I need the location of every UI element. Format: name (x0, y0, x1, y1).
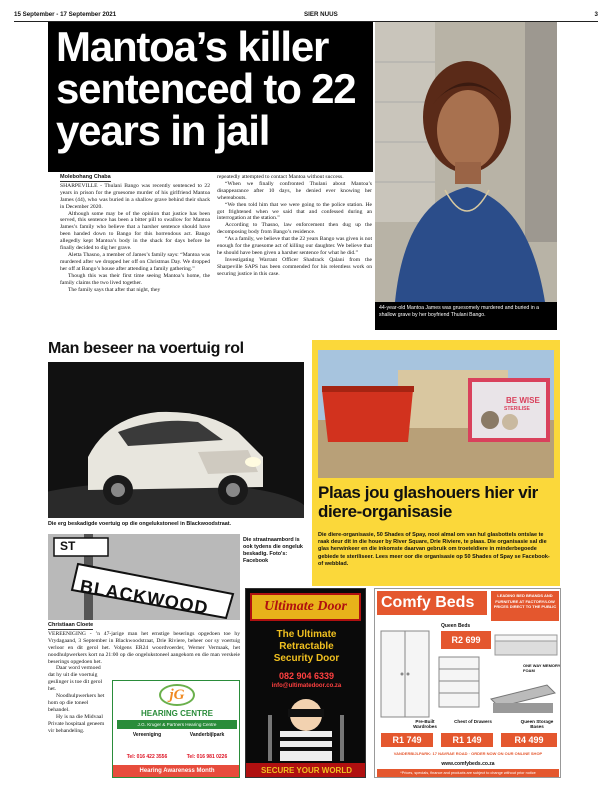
jg-location-2: Vanderbijlpark (189, 732, 225, 738)
comfy-beds-ad[interactable] (374, 588, 561, 778)
drawers-icon (437, 655, 481, 709)
paragraph: Noodhulpwerkers het hom op die toneel behandel. (48, 693, 105, 713)
paragraph: SHARPEVILLE - Thulani Bango was recently sentenced to 22 years in prison for the gruesome murder of his girlfriend Mantoa James (44), who was buried in a shallow grave behind their shack in December 2020. (60, 182, 210, 210)
cb-website[interactable]: www.comfybeds.co.za (441, 761, 495, 767)
paragraph: “As a family, we believe that the 22 years Bango was given is not enough for the gruesome act of killing our daughter. We believe that he should have been given a harsher sentence for what he did.” (217, 236, 372, 256)
portrait-photo (375, 22, 557, 302)
headline-mantoa: Mantoa’s killer sentenced to 22 years in jail (56, 23, 356, 154)
wardrobe-icon (379, 629, 431, 719)
jg-footer: Hearing Awareness Month (113, 765, 240, 777)
cb-price-1: R2 699 (441, 631, 491, 649)
ud-tag-1: The Ultimate (276, 629, 337, 640)
headline-voertuig: Man beseer na voertuig rol (48, 340, 244, 357)
byline: Christiaan Cloete (48, 622, 94, 628)
cb-fineprint: *Prices, specials, finance and products are subject to change without prior notice (377, 769, 559, 777)
story3-body: Die diere-organisasie, 50 Shades of Spay, nooi almal om van hul glasbottels ontslae te raak deur dit in die houer by River Square, Drie Riviere, te plaas. Die organisasie sal die glas herwinkeer en die inkomste daarvan gebruik om troeteldiere in minderbegoede gebiede te steriliseer. Lees meer oor die organisasie op 50 Shades of Spay se Facebook- of webblad. (318, 532, 550, 567)
ud-tag-2: Retractable (279, 641, 334, 652)
story1-column-1 (60, 174, 210, 293)
jg-subtitle: J.G. Kruger & Partners Hearing Centre (117, 720, 237, 729)
ud-brand: Ultimate Door (250, 593, 361, 621)
wrecked-car-illustration (48, 362, 304, 518)
mattress-icon (493, 627, 559, 663)
jg-name: HEARING CENTRE (140, 709, 213, 718)
cb-product-1: Queen Beds (441, 623, 471, 629)
paragraph: repeatedly attempted to contact Mantoa without success. (217, 174, 344, 180)
jg-tel-2: Tel: 016 981 0226 (186, 754, 228, 760)
cb-stores: VANDERBIJLPARK: 17 NAVRAE ROAD · ORDER NOW ON OUR ONLINE SHOP (393, 751, 543, 756)
paragraph: Investigating Warrant Officer Shadrack Qalani from the Sharpeville SAPS has been commended for his relentless work on securing justice in this case. (217, 256, 372, 277)
paragraph: The family says that after that night, they (68, 286, 161, 293)
jg-location-1: Vereeniging (132, 732, 162, 738)
ud-tag-3: Security Door (273, 653, 340, 664)
cb-price-2: R1 749 (381, 733, 433, 747)
ud-email: info@ultimatedoor.co.za (271, 683, 342, 689)
jg-logo: jG (159, 684, 195, 706)
car-caption: Die erg beskadigde voertuig op die ongelukstoneel in Blackwoodstraat. (48, 521, 232, 527)
street-sign-photo (48, 534, 240, 620)
paragraph: Hy is na die Midvaal Private hospitaal geneem vir behandeling. (48, 713, 105, 734)
banner-sub: STERILISE (504, 406, 530, 412)
page-header (14, 10, 598, 22)
cb-brand: Comfy Beds (377, 591, 487, 615)
paragraph: Though this was their first time seeing Mantoa’s home, the family claims the two lived together. (60, 272, 210, 286)
sign-text: BLACKWOOD (78, 576, 211, 619)
car-photo (48, 362, 304, 518)
sign-top-text: ST (60, 539, 76, 553)
cb-product-3: Chest of Drawers (454, 719, 492, 724)
cb-price-3: R1 149 (441, 733, 493, 747)
glass-bin-illustration (318, 350, 554, 478)
hearing-centre-ad[interactable] (112, 680, 240, 778)
paragraph: “When we finally confronted Thulani about Mantoa’s disappearance after 10 days, he denied ever knowing her whereabouts. (217, 180, 372, 201)
header-date: 15 September - 17 September 2021 (14, 11, 117, 18)
paragraph: “We then told him that we were going to the police station. He got frightened when we said that and confessed during an interrogation at the station.” (217, 201, 372, 222)
paragraph: Daar word vermoed dat hy uit die voertuig geslinger is toe dit gerol het. (48, 665, 103, 693)
ultimate-door-ad[interactable] (245, 588, 366, 778)
ud-footer: SECURE YOUR WORLD (246, 763, 366, 778)
paragraph: VEREENIGING - ’n 47-jarige man het ernstige beserings opgedoen toe hy Vrydagaand, 3 September in Blackwoodstraat, Drie Riviere, beheer oor sy voertuig verloor en dit gerol het. Volgens ER24 woordvoerder, Werner Vermaak, het noodhulpwerkers kort na 21:00 op die ongelukstoneel aangekom en die man verskeie beserings opgedoen het. (48, 630, 240, 665)
banner-text: BE WISE (506, 396, 540, 405)
paragraph: According to Thasno, law enforcement then dug up the decomposing body from Bango’s residence. (217, 222, 372, 236)
storage-base-icon (487, 679, 557, 715)
portrait-caption: 44-year-old Mantoa James was gruesomely murdered and buried in a shallow grave by her boyfriend Thulani Bango. (375, 302, 557, 330)
cb-product-4: Queen Storage Bases (520, 719, 554, 729)
burglar-icon (266, 695, 346, 761)
ud-phone: 082 904 6339 (278, 671, 335, 681)
jg-tel-1: Tel: 016 422 3556 (126, 754, 168, 760)
cb-product-2: Pre-Built Wardrobes (413, 719, 437, 729)
cb-price-4: R4 499 (501, 733, 557, 747)
glass-bin-photo (318, 350, 554, 478)
paragraph: Although some may be of the opinion that justice has been served, this sentence has been a bitter pill to swallow for Mantoa James’s family who believe that a harsher sentence should have been handed down to Bango for this horrendous act. Bango allegedly kept Mantoa’s body in the shack for days before he finally decided to dig her grave. (60, 210, 210, 252)
header-paper: SIER NUUS (304, 11, 338, 18)
page-number: 3 (594, 11, 598, 18)
sign-caption: Die straatnaambord is ook tydens die ongeluk beskadig. Foto's: Facebook (243, 537, 303, 564)
byline: Molebohang Chaba (60, 174, 111, 180)
story1-column-2 (217, 174, 372, 278)
headline-glashouers: Plaas jou glashouers hier vir diere-organisasie (318, 483, 538, 521)
paragraph: Aletta Thasno, a member of James’s family says: “Mantoa was murdered after we dropped her off on Christmas Day. We dropped her off at Bango’s house after attending a family gathering.” (60, 251, 210, 272)
cb-base-label: ONE WAY MEMORY FOAM (523, 663, 561, 673)
cb-promo: LEADING BED BRANDS AND FURNITURE AT FACTORY/LOW PRICES DIRECT TO THE PUBLIC (491, 591, 559, 621)
portrait-illustration (375, 22, 557, 302)
